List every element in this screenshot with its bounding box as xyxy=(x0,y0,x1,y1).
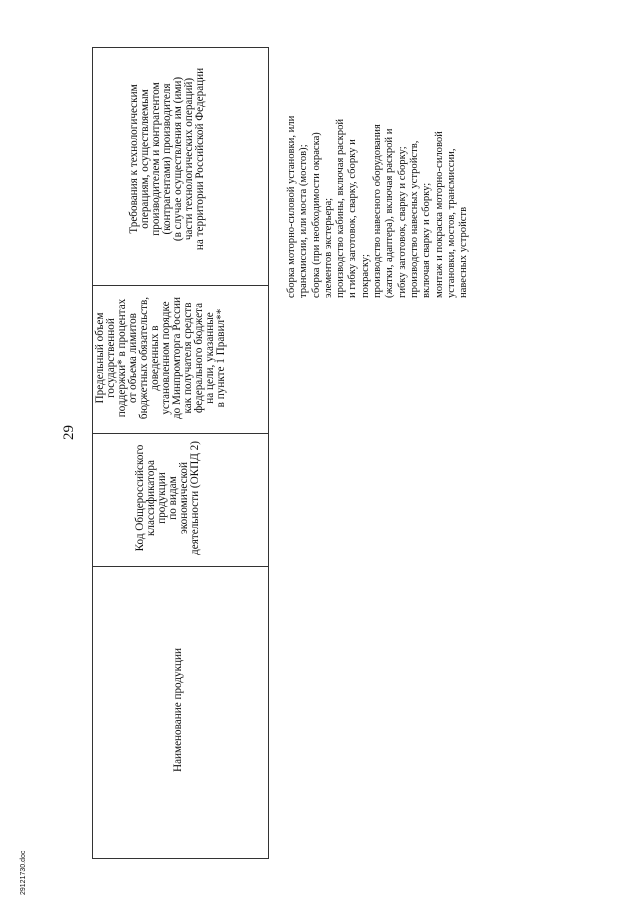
header-support-line: Предельный объем xyxy=(94,312,106,404)
header-requirements-line: (контрагентами) производителя xyxy=(161,83,173,235)
requirements-line: сборка моторно-силовой установки, или xyxy=(286,115,297,298)
requirements-line: покраску; xyxy=(359,254,371,298)
requirements-line: включая сварку и сборку; xyxy=(421,182,433,298)
header-support-line: поддержки* в процентах xyxy=(116,298,128,418)
header-okpd-line: экономической xyxy=(178,462,190,534)
table-border-left xyxy=(92,47,93,859)
requirements-line: установки, мостов, трансмиссии, xyxy=(445,148,457,298)
requirements-line: производство кабины, включая раскрой xyxy=(335,118,347,298)
header-okpd-line: деятельности (ОКПД 2) xyxy=(189,441,201,555)
header-requirements-line: (в случае осуществления им (ими) xyxy=(172,76,184,242)
requirements-line: элементов экстерьера; xyxy=(322,197,334,298)
column-divider-1 xyxy=(92,566,269,567)
header-support-limit xyxy=(95,286,227,430)
header-okpd-code xyxy=(135,438,201,558)
header-support-line: государственной xyxy=(105,318,117,398)
column-divider-2 xyxy=(92,433,269,434)
header-requirements xyxy=(129,48,206,270)
requirements-line: гибку заготовок, сварку и сборку; xyxy=(396,146,408,298)
page-number: 29 xyxy=(61,425,77,440)
header-support-line: как получателя средств xyxy=(182,302,194,414)
header-okpd-line: по видам xyxy=(167,476,179,520)
header-requirements-line: производителем и контрагентом xyxy=(150,82,162,236)
header-okpd-line: продукции xyxy=(156,472,168,524)
requirements-line: и гибку заготовок, сварку, сборку и xyxy=(347,139,359,298)
requirements-line: монтаж и покраска моторно-силовой xyxy=(433,131,445,298)
requirements-line: (жатки, адаптера), включая раскрой и xyxy=(384,128,396,298)
header-product-name: Наименование продукции xyxy=(172,647,184,773)
requirements-line: производство навесного оборудования xyxy=(372,124,384,298)
header-support-line: в пункте 1 Правил** xyxy=(215,308,227,408)
table-border-bottom xyxy=(92,858,269,859)
header-okpd-line: Код Общероссийского xyxy=(134,444,146,552)
header-support-line: доведенных в xyxy=(149,325,161,391)
header-okpd-line: классификатора xyxy=(145,460,157,536)
header-support-line: от объема лимитов xyxy=(127,313,139,403)
requirements-line: навесных устройств xyxy=(458,206,470,298)
footer-document-ref: 29121730.doc xyxy=(20,850,27,895)
table-border-right xyxy=(268,47,269,859)
header-requirements-line: на территории Российской Федерации xyxy=(194,67,206,251)
requirements-body xyxy=(286,53,470,298)
header-support-line: федерального бюджета xyxy=(193,302,205,414)
header-support-line: на цели, указанные xyxy=(204,312,216,404)
header-support-line: установленном порядке xyxy=(160,301,172,415)
header-support-line: бюджетных обязательств, xyxy=(138,296,150,420)
requirements-line: трансмиссии, или моста (мостов); xyxy=(298,144,310,298)
header-requirements-line: Требования к технологическим xyxy=(128,84,140,234)
header-support-line: до Минпромторга России xyxy=(171,296,183,420)
header-requirements-line: операциям, осуществляемым xyxy=(139,89,151,229)
header-requirements-line: части технологических операций) xyxy=(183,77,195,241)
requirements-line: сборка (при необходимости окраска) xyxy=(310,132,322,298)
requirements-line: производство навесных устройств, xyxy=(408,140,420,298)
